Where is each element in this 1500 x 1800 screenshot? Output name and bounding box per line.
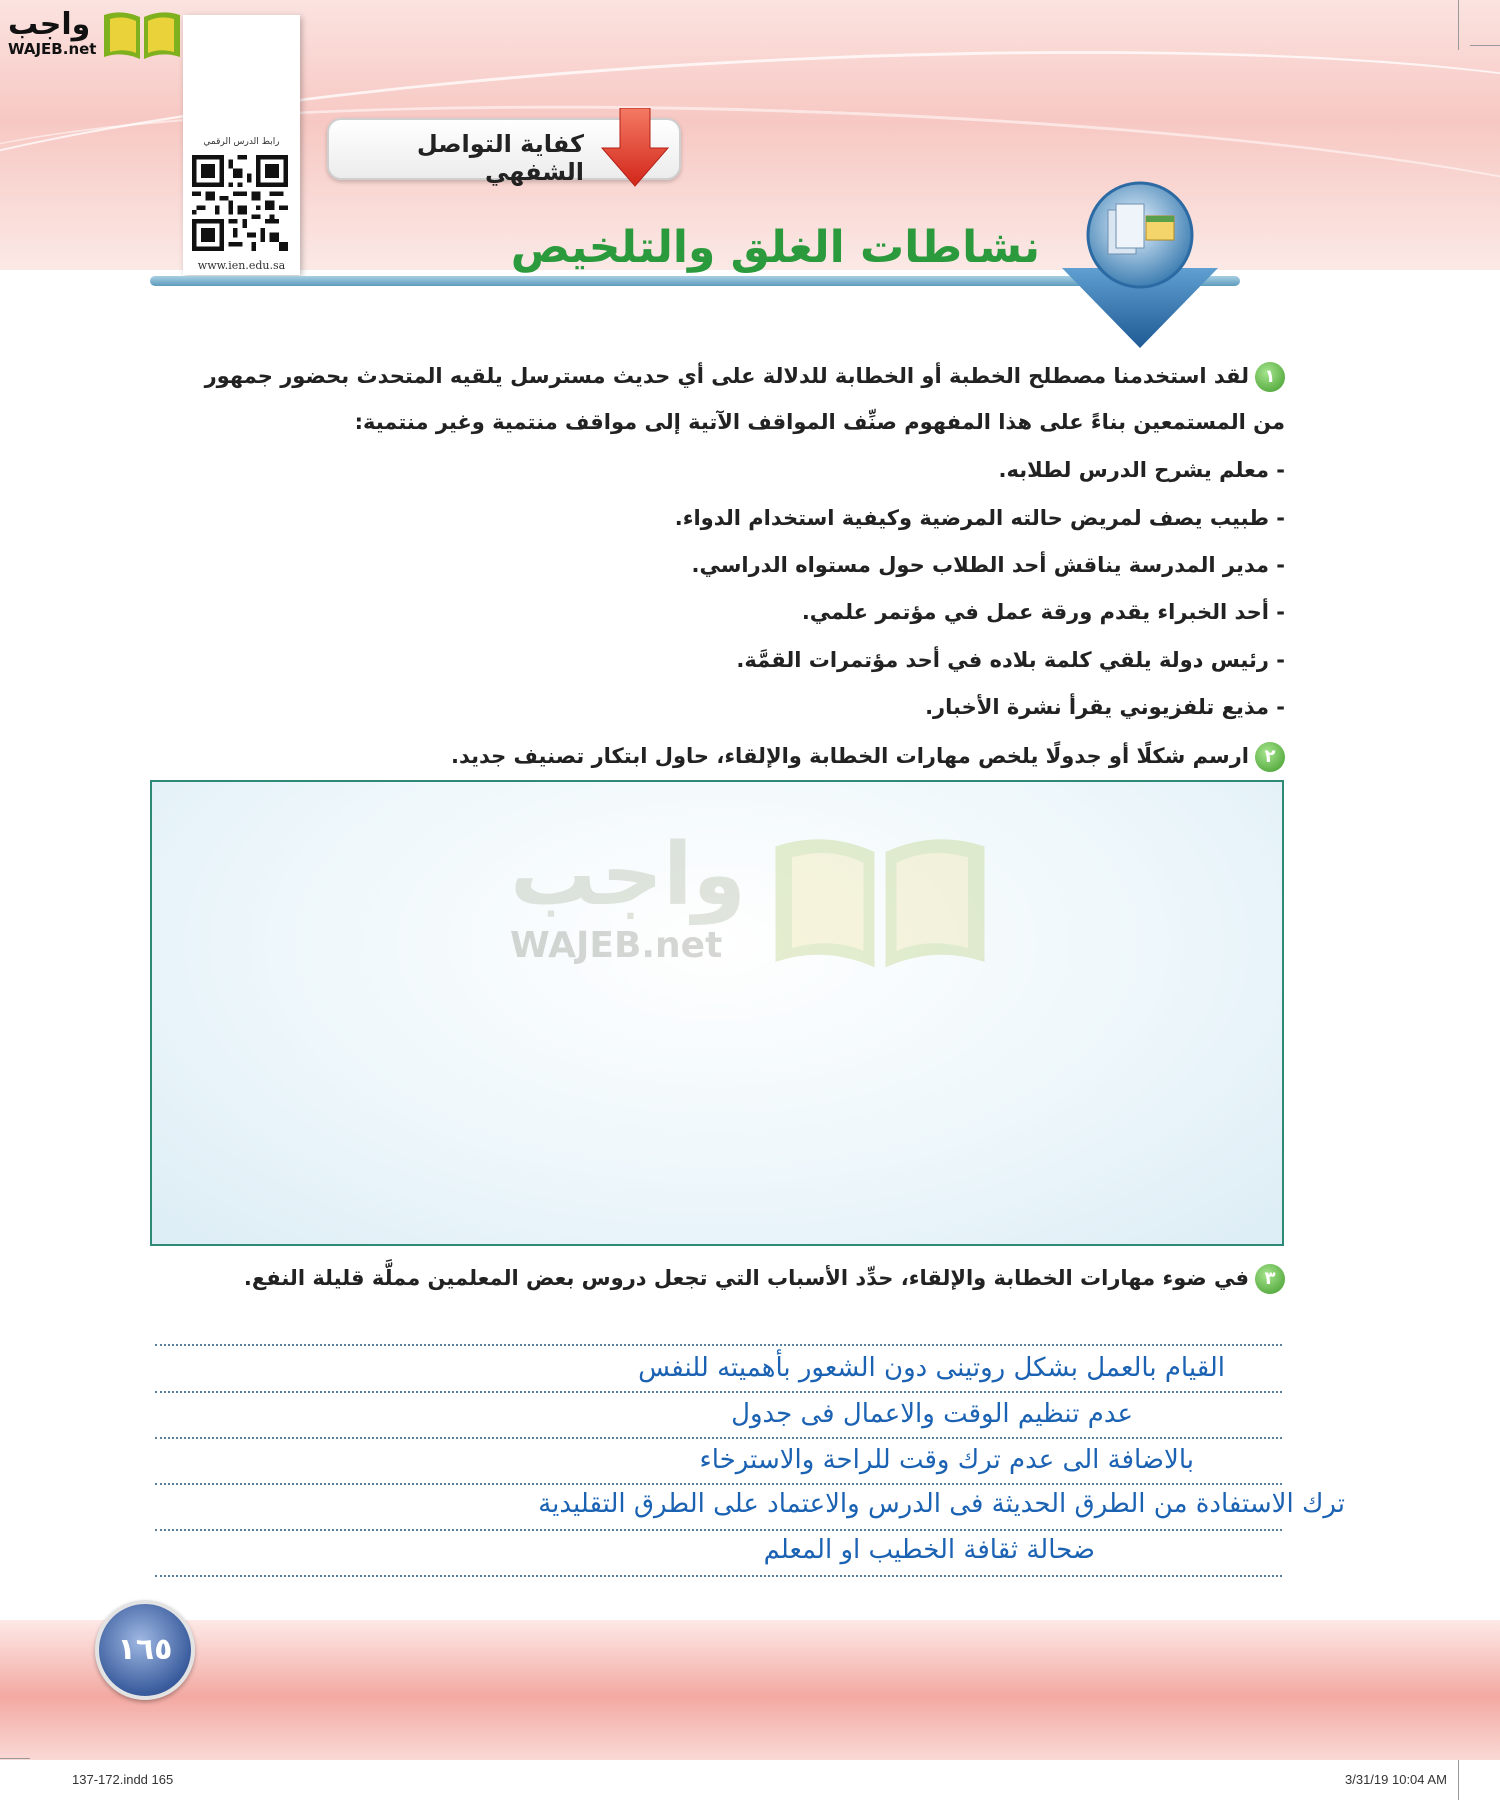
book-icon — [102, 7, 182, 62]
qr-panel[interactable] — [183, 15, 300, 275]
crop-mark — [1458, 1760, 1459, 1800]
question-2-text: ارسم شكلًا أو جدولًا يلخص مهارات الخطابة والإلقاء، حاول ابتكار تصنيف جديد. — [450, 744, 1249, 768]
arrow-down-icon — [600, 108, 670, 188]
watermark — [500, 805, 1000, 985]
list-item: - رئيس دولة يلقي كلمة بلاده في أحد مؤتمرات القمَّة. — [736, 648, 1285, 672]
list-item: - مذيع تلفزيوني يقرأ نشرة الأخبار. — [925, 695, 1285, 719]
answer-line — [155, 1391, 1282, 1393]
page-title: نشاطات الغلق والتلخيص — [510, 222, 1040, 273]
crop-mark — [1470, 45, 1500, 46]
handwritten-answer: القيام بالعمل بشكل روتينى دون الشعور بأهميته للنفس — [638, 1353, 1225, 1383]
watermark-arabic: واجب — [510, 825, 746, 925]
question-number-badge: ٣ — [1255, 1264, 1285, 1294]
handwritten-answer: عدم تنظيم الوقت والاعمال فى جدول — [731, 1399, 1133, 1429]
list-item: - طبيب يصف لمريض حالته المرضية وكيفية استخدام الدواء. — [674, 506, 1285, 530]
crop-mark — [0, 1758, 30, 1759]
books-emblem-icon — [1060, 180, 1220, 350]
answer-line — [155, 1529, 1282, 1531]
question-1-line-2: من المستمعين بناءً على هذا المفهوم صنِّف المواقف الآتية إلى مواقف منتمية وغير منتمية: — [354, 410, 1285, 434]
answer-line — [155, 1483, 1282, 1485]
logo-arabic: واجب — [8, 7, 91, 42]
page-number-badge: ١٦٥ — [95, 1600, 195, 1700]
footer-background — [0, 1620, 1500, 1760]
list-item: - معلم يشرح الدرس لطلابه. — [998, 458, 1285, 482]
answer-line — [155, 1344, 1282, 1346]
crop-mark — [1458, 0, 1459, 50]
list-item: - مدير المدرسة يناقش أحد الطلاب حول مستواه الدراسي. — [691, 553, 1285, 577]
print-slug-file: 137-172.indd 165 — [72, 1772, 174, 1787]
book-icon — [770, 815, 990, 985]
wajeb-logo[interactable] — [8, 4, 188, 64]
question-number-badge: ١ — [1255, 362, 1285, 392]
qr-url[interactable]: www.ien.edu.sa — [197, 259, 286, 272]
question-3 — [244, 1264, 1285, 1294]
handwritten-answer: بالاضافة الى عدم ترك وقت للراحة والاسترخاء — [699, 1445, 1194, 1475]
handwritten-answer: ضحالة ثقافة الخطيب او المعلم — [763, 1535, 1095, 1565]
watermark-latin: WAJEB.net — [510, 925, 723, 966]
answer-line — [155, 1437, 1282, 1439]
print-slug-date: 3/31/19 10:04 AM — [1345, 1772, 1447, 1787]
question-1-text: لقد استخدمنا مصطلح الخطبة أو الخطابة للدلالة على أي حديث مسترسل يلقيه المتحدث بحضور جمهور — [204, 364, 1249, 388]
list-item: - أحد الخبراء يقدم ورقة عمل في مؤتمر علمي. — [801, 600, 1285, 624]
qr-label: رابط الدرس الرقمي — [203, 137, 280, 147]
competency-label: كفاية التواصل الشفهي — [416, 130, 584, 186]
question-1-line-1 — [205, 362, 1285, 392]
question-3-text: في ضوء مهارات الخطابة والإلقاء، حدِّد الأسباب التي تجعل دروس بعض المعلمين مملَّة قليلة النفع. — [243, 1266, 1249, 1290]
question-number-badge: ٢ — [1255, 742, 1285, 772]
question-2 — [451, 742, 1285, 772]
answer-line — [155, 1575, 1282, 1577]
qr-code-icon — [192, 155, 288, 251]
handwritten-answer: ترك الاستفادة من الطرق الحديثة فى الدرس والاعتماد على الطرق التقليدية — [538, 1489, 1345, 1519]
logo-latin: WAJEB.net — [8, 40, 97, 58]
